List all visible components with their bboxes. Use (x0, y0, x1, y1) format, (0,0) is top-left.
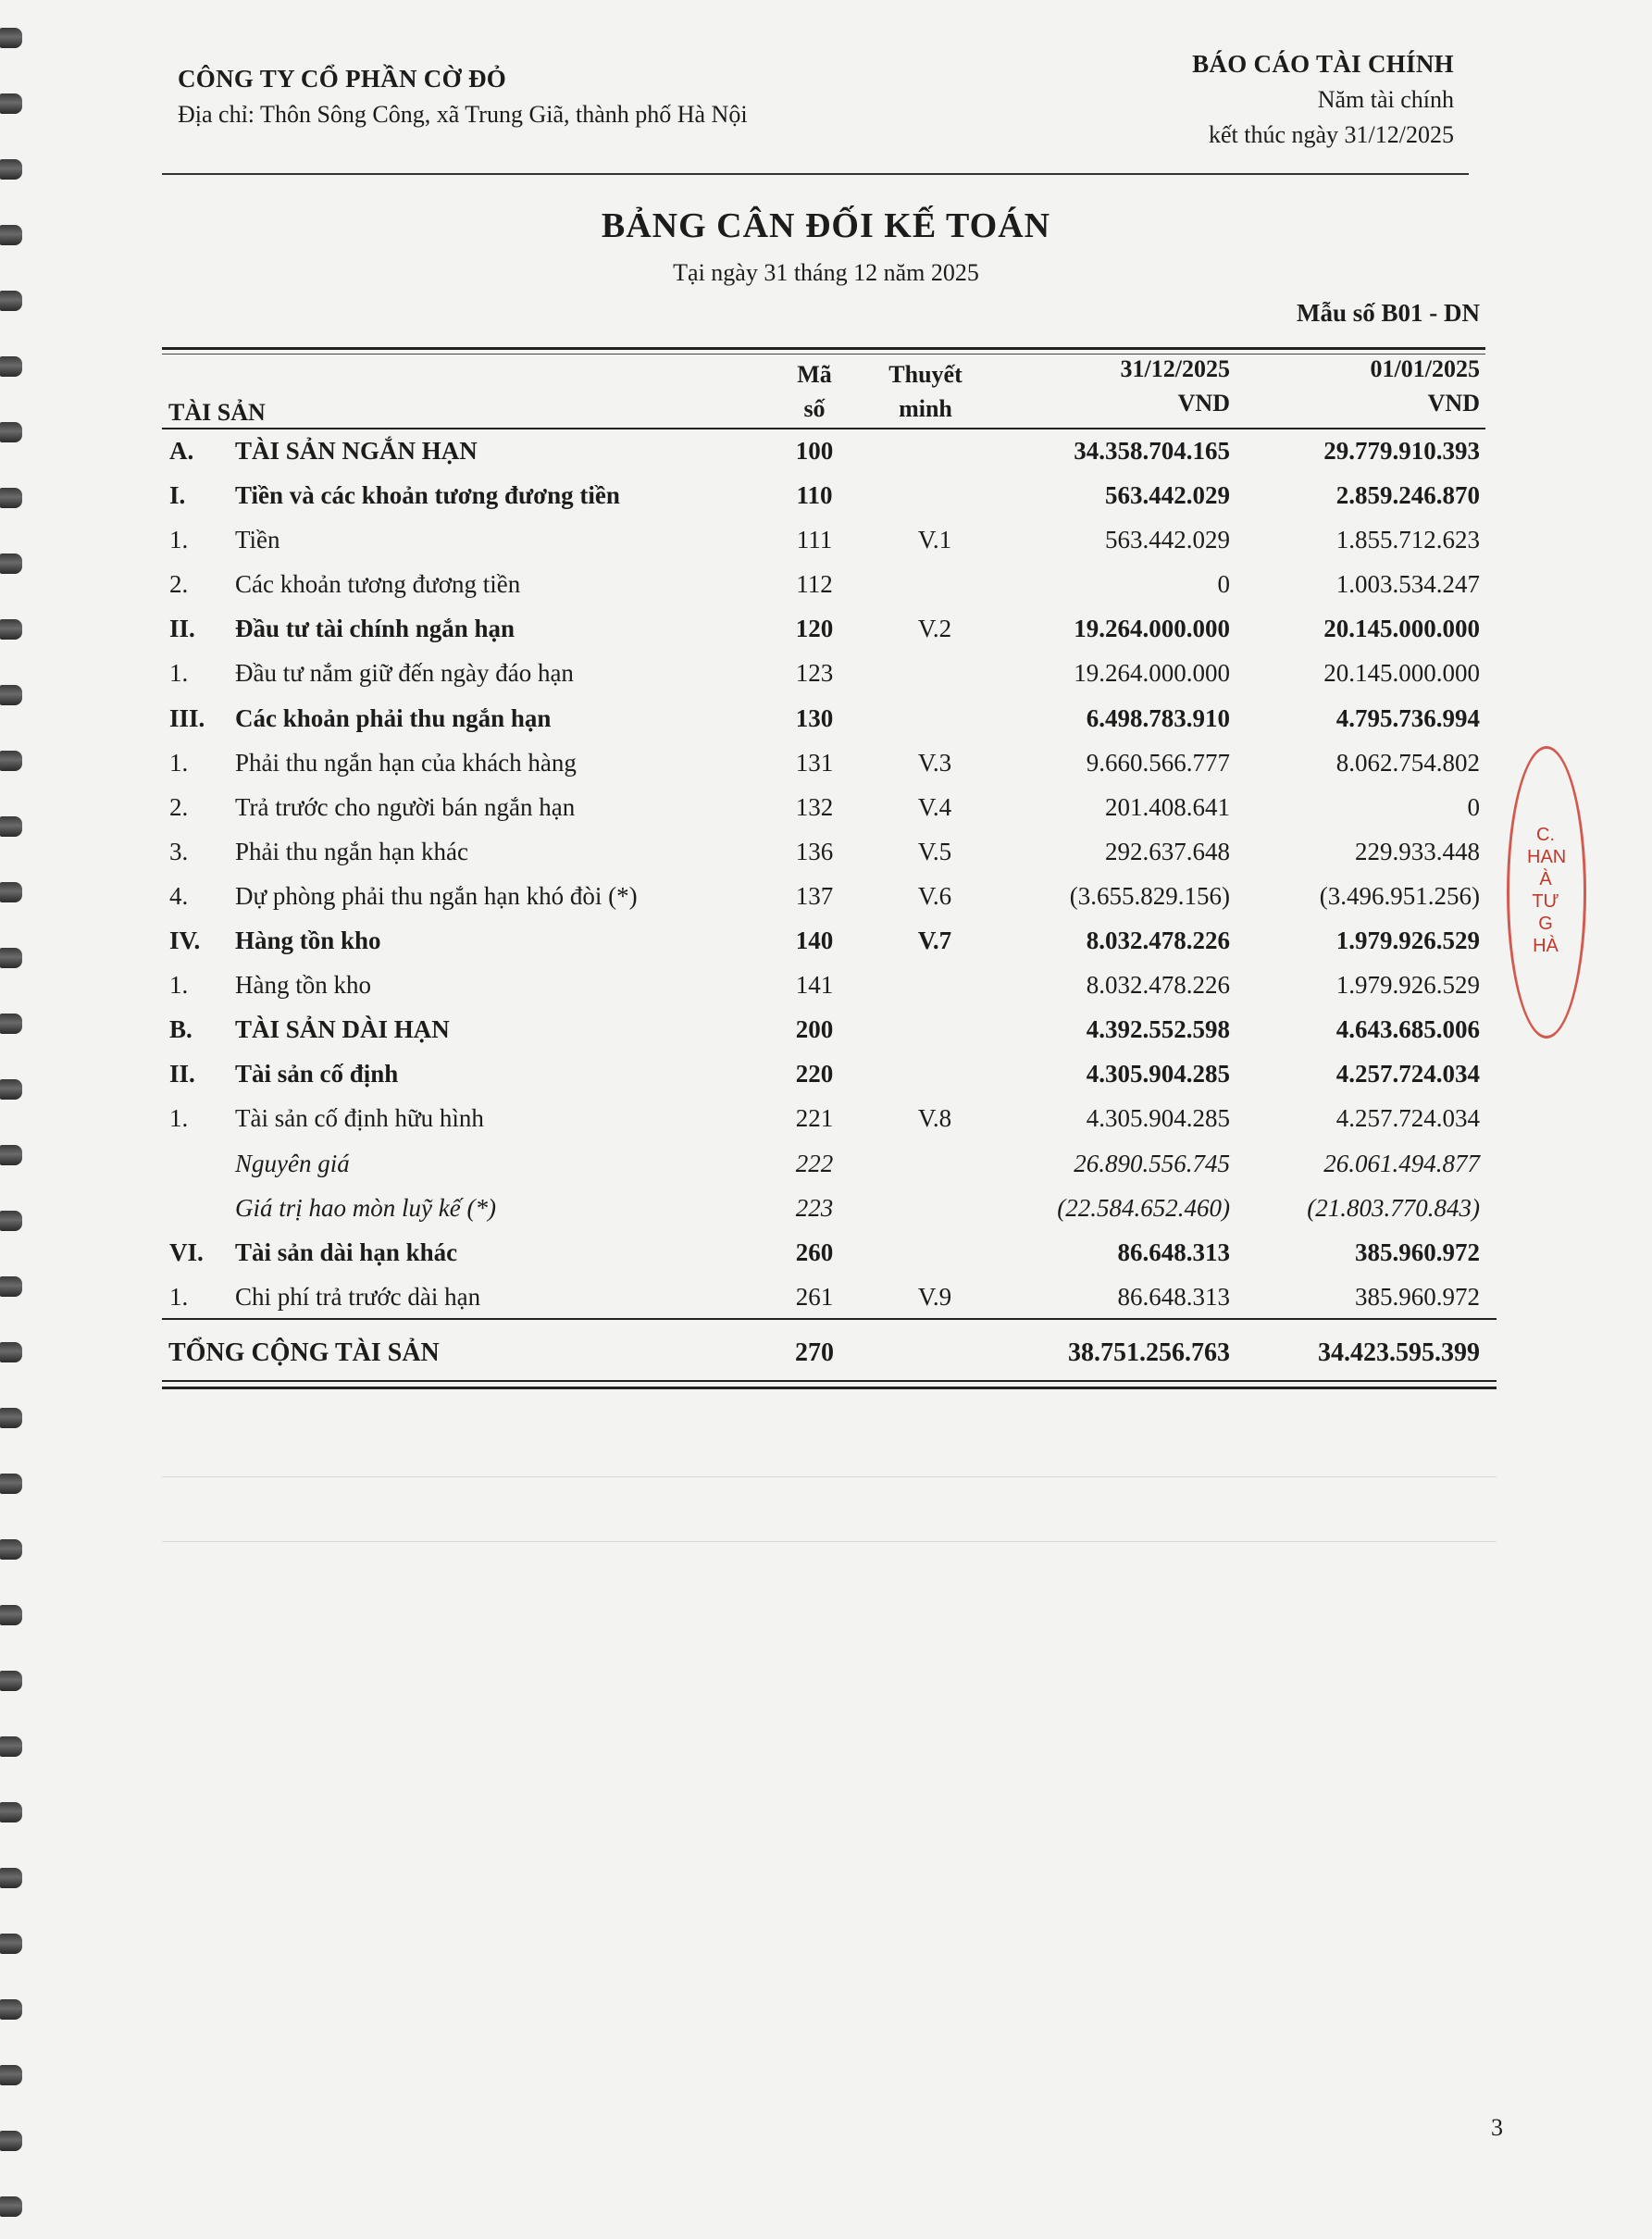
row-note: V.5 (917, 837, 952, 865)
row-code: 136 (795, 837, 834, 865)
row-index: II. (169, 615, 195, 643)
table-row (0, 1276, 1549, 1321)
row-label: Tiền và các khoản tương đương tiền (235, 481, 620, 510)
row-label: Các khoản tương đương tiền (235, 570, 521, 599)
row-code: 123 (795, 659, 834, 688)
row-previous-value: 4.643.685.006 (1335, 1015, 1480, 1044)
row-previous-value: 2.859.246.870 (1335, 481, 1480, 510)
binding-ring (0, 2131, 22, 2151)
table-row (0, 475, 1549, 519)
total-bottom-rule (162, 1380, 1497, 1382)
page-number: 3 (1491, 2114, 1503, 2141)
row-label: Các khoản phải thu ngắn hạn (235, 703, 552, 732)
row-note: V.8 (917, 1104, 952, 1133)
row-index: 1. (169, 1104, 189, 1133)
row-code: 112 (796, 570, 833, 599)
header-note-line1: Thuyết (888, 361, 963, 388)
header-previous-unit: VND (1427, 390, 1480, 417)
header-code-line1: Mã (797, 361, 832, 388)
table-top-rule (162, 347, 1485, 350)
row-current-value: 201.408.641 (1105, 792, 1230, 821)
row-label: Nguyên giá (235, 1149, 350, 1177)
table-row (0, 1188, 1549, 1232)
total-top-rule (162, 1318, 1497, 1320)
row-code: 132 (795, 792, 834, 821)
total-row (0, 1333, 1549, 1370)
page-title: BẢNG CÂN ĐỐI KẾ TOÁN (601, 206, 1051, 245)
row-current-value: 8.032.478.226 (1086, 971, 1230, 1000)
table-row (0, 920, 1549, 964)
row-label: Phải thu ngắn hạn của khách hàng (235, 748, 577, 777)
row-label: Chi phí trả trước dài hạn (235, 1282, 481, 1311)
row-code: 222 (795, 1149, 834, 1177)
row-current-value: 86.648.313 (1117, 1282, 1230, 1311)
row-note: V.1 (917, 526, 952, 554)
row-current-value: 4.305.904.285 (1086, 1104, 1230, 1133)
row-previous-value: (3.496.951.256) (1319, 881, 1480, 910)
row-code: 100 (795, 437, 834, 465)
binding-ring (0, 291, 22, 311)
row-current-value: 0 (1217, 570, 1230, 599)
table-row (0, 564, 1549, 608)
binding-ring (0, 1736, 22, 1757)
header-note (879, 357, 972, 426)
total-bottom-rule-thick (162, 1387, 1497, 1389)
row-index: III. (169, 703, 205, 732)
row-label: Hàng tồn kho (235, 927, 381, 955)
row-index: 1. (169, 526, 189, 554)
header-current-date: 31/12/2025 (1120, 355, 1230, 382)
row-index: IV. (169, 927, 201, 955)
row-code: 131 (795, 748, 834, 777)
show-through-line (162, 1541, 1497, 1542)
binding-ring (0, 159, 22, 180)
row-code: 200 (795, 1015, 834, 1044)
row-label: Hàng tồn kho (235, 971, 371, 1000)
row-current-value: 563.442.029 (1105, 526, 1230, 554)
table-row (0, 1143, 1549, 1188)
row-current-value: 26.890.556.745 (1074, 1149, 1230, 1177)
table-row (0, 831, 1549, 876)
company-name: CÔNG TY CỔ PHẦN CỜ ĐỎ (178, 65, 507, 93)
row-label: Đầu tư nắm giữ đến ngày đáo hạn (235, 659, 574, 688)
total-code: 270 (795, 1338, 834, 1367)
row-previous-value: 1.855.712.623 (1335, 526, 1480, 554)
row-previous-value: 26.061.494.877 (1323, 1149, 1480, 1177)
binding-ring (0, 1802, 22, 1822)
table-row (0, 1053, 1549, 1098)
table-row (0, 1098, 1549, 1142)
row-previous-value: 20.145.000.000 (1323, 615, 1480, 643)
row-label: Trả trước cho người bán ngắn hạn (235, 792, 576, 821)
table-row (0, 787, 1549, 831)
row-note: V.2 (917, 615, 952, 643)
table-row (0, 430, 1549, 475)
row-previous-value: 1.979.926.529 (1335, 927, 1480, 955)
table-row (0, 1232, 1549, 1276)
table-row (0, 876, 1549, 920)
table-top-rule-thin (162, 354, 1485, 355)
row-index: 1. (169, 659, 189, 688)
row-label: Đầu tư tài chính ngắn hạn (235, 615, 515, 643)
row-current-value: (3.655.829.156) (1069, 881, 1230, 910)
company-seal (1518, 740, 1567, 1055)
table-row (0, 1009, 1549, 1053)
company-header (178, 65, 748, 129)
binding-ring (0, 1605, 22, 1625)
row-index: 1. (169, 971, 189, 1000)
row-index: 2. (169, 792, 189, 821)
show-through-line (162, 1476, 1497, 1477)
page-subtitle: Tại ngày 31 tháng 12 năm 2025 (673, 259, 979, 286)
row-code: 223 (795, 1193, 834, 1222)
row-label: Tiền (235, 526, 280, 554)
total-label: TỔNG CỘNG TÀI SẢN (168, 1338, 440, 1367)
table-header-rule (162, 428, 1485, 429)
row-code: 137 (795, 881, 834, 910)
binding-ring (0, 356, 22, 377)
row-index: 1. (169, 1282, 189, 1311)
binding-ring (0, 1671, 22, 1691)
binding-ring (0, 28, 22, 48)
row-current-value: 34.358.704.165 (1074, 437, 1230, 465)
row-code: 261 (795, 1282, 834, 1311)
row-label: Phải thu ngắn hạn khác (235, 837, 468, 865)
header-current (1121, 352, 1230, 420)
row-code: 110 (796, 481, 833, 510)
binding-ring (0, 1934, 22, 1954)
row-code: 221 (795, 1104, 834, 1133)
fiscal-year-line-1: Năm tài chính (1317, 86, 1454, 113)
row-index: A. (169, 437, 194, 465)
binding-ring (0, 1868, 22, 1888)
header-note-line2: minh (899, 395, 952, 422)
row-label: Tài sản cố định (235, 1060, 399, 1088)
header-previous (1371, 352, 1480, 420)
row-code: 220 (795, 1060, 834, 1088)
row-previous-value: 8.062.754.802 (1335, 748, 1480, 777)
row-label: Tài sản cố định hữu hình (235, 1104, 484, 1133)
header-current-unit: VND (1177, 390, 1230, 417)
header-previous-date: 01/01/2025 (1370, 355, 1480, 382)
table-row (0, 698, 1549, 742)
row-note: V.4 (917, 792, 952, 821)
row-label: Tài sản dài hạn khác (235, 1238, 458, 1266)
row-current-value: (22.584.652.460) (1057, 1193, 1230, 1222)
row-index: 1. (169, 748, 189, 777)
row-current-value: 4.305.904.285 (1086, 1060, 1230, 1088)
row-previous-value: 1.979.926.529 (1335, 971, 1480, 1000)
row-previous-value: 385.960.972 (1355, 1238, 1480, 1266)
row-previous-value: 4.257.724.034 (1335, 1060, 1480, 1088)
row-note: V.6 (917, 881, 952, 910)
row-current-value: 4.392.552.598 (1086, 1015, 1230, 1044)
row-code: 130 (795, 703, 834, 732)
row-code: 260 (795, 1238, 834, 1266)
binding-ring (0, 2196, 22, 2217)
table-row (0, 608, 1549, 653)
row-current-value: 19.264.000.000 (1074, 615, 1230, 643)
row-code: 141 (795, 971, 834, 1000)
row-current-value: 292.637.648 (1105, 837, 1230, 865)
total-previous-value: 34.423.595.399 (1318, 1338, 1480, 1367)
report-title: BÁO CÁO TÀI CHÍNH (1192, 50, 1454, 78)
row-current-value: 9.660.566.777 (1086, 748, 1230, 777)
binding-ring (0, 1408, 22, 1428)
row-note: V.3 (917, 748, 952, 777)
row-previous-value: 29.779.910.393 (1323, 437, 1480, 465)
row-code: 111 (796, 526, 833, 554)
row-index: II. (169, 1060, 195, 1088)
report-header (1192, 50, 1454, 149)
row-note: V.9 (917, 1282, 952, 1311)
row-previous-value: 4.257.724.034 (1335, 1104, 1480, 1133)
header-code (777, 357, 851, 426)
form-number: Mẫu số B01 - DN (1296, 299, 1480, 327)
table-row (0, 742, 1549, 787)
row-code: 120 (795, 615, 834, 643)
row-previous-value: 0 (1467, 792, 1480, 821)
row-previous-value: 20.145.000.000 (1323, 659, 1480, 688)
row-current-value: 19.264.000.000 (1074, 659, 1230, 688)
row-current-value: 86.648.313 (1117, 1238, 1230, 1266)
row-previous-value: 4.795.736.994 (1335, 703, 1480, 732)
fiscal-year-line-2: kết thúc ngày 31/12/2025 (1208, 121, 1454, 148)
binding-ring (0, 93, 22, 114)
row-previous-value: 385.960.972 (1355, 1282, 1480, 1311)
row-current-value: 6.498.783.910 (1086, 703, 1230, 732)
row-index: B. (169, 1015, 193, 1044)
row-label: TÀI SẢN DÀI HẠN (235, 1015, 450, 1044)
row-note: V.7 (917, 927, 952, 955)
table-row (0, 519, 1549, 564)
header-code-line2: số (803, 395, 826, 422)
binding-ring (0, 1539, 22, 1560)
header-divider (162, 173, 1469, 175)
header-asset: TÀI SẢN (168, 399, 266, 426)
row-previous-value: (21.803.770.843) (1307, 1193, 1480, 1222)
row-label: TÀI SẢN NGẮN HẠN (235, 437, 478, 465)
row-label: Dự phòng phải thu ngắn hạn khó đòi (*) (235, 881, 638, 910)
table-row (0, 964, 1549, 1009)
row-code: 140 (795, 927, 834, 955)
row-label: Giá trị hao mòn luỹ kế (*) (235, 1193, 496, 1222)
row-index: 3. (169, 837, 189, 865)
binding-ring (0, 2065, 22, 2085)
row-previous-value: 1.003.534.247 (1335, 570, 1480, 599)
binding-ring (0, 1999, 22, 2020)
balance-sheet-rows (0, 430, 1549, 1321)
row-current-value: 8.032.478.226 (1086, 927, 1230, 955)
row-index: 4. (169, 881, 189, 910)
company-address: Địa chỉ: Thôn Sông Công, xã Trung Giã, thành phố Hà Nội (178, 101, 748, 128)
seal-text: C. HAN À TƯ G HÀ (1527, 825, 1567, 956)
row-current-value: 563.442.029 (1105, 481, 1230, 510)
row-index: VI. (169, 1238, 204, 1266)
row-index: I. (169, 481, 186, 510)
row-index: 2. (169, 570, 189, 599)
binding-ring (0, 1474, 22, 1494)
row-previous-value: 229.933.448 (1355, 837, 1480, 865)
table-row (0, 653, 1549, 697)
total-current-value: 38.751.256.763 (1068, 1338, 1230, 1367)
